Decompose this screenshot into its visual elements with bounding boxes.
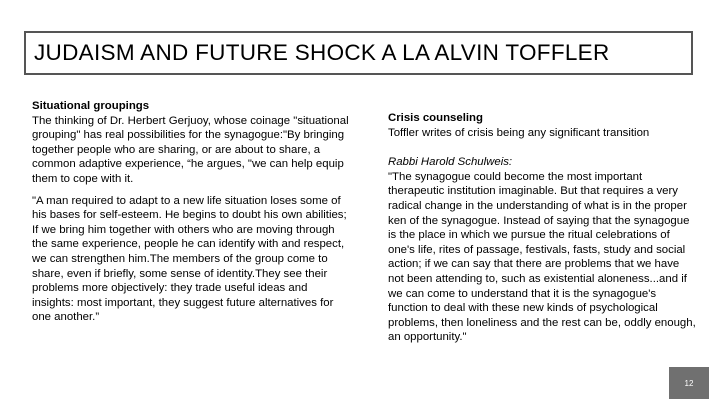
right-column <box>388 111 698 345</box>
right-heading: Crisis counseling <box>388 112 483 124</box>
left-paragraph-1: The thinking of Dr. Herbert Gerjuoy, whose coinage "situational grouping" has real possibilities for the synagogue:"By bringing together people who are sharing, or are about to share, a common adaptive experience, “he argues, "we can help equip them to cope with it. <box>32 114 349 185</box>
slide-title: JUDAISM AND FUTURE SHOCK A LA ALVIN TOFFLER <box>34 40 610 65</box>
right-quote: "The synagogue could become the most important therapeutic institution imaginable. But that requires a very radical change in the understanding of what is in the proper ken of the synagogue. Instead of saying that the synagogue is the place in which we pursue the ritual celebrations of one's life, rites of passage, festivals, fasts, study and social action; if we can say that there are problems that we have not been attending to, such as existential aloneness...and if we can come to understand that it is the synagogue's function to deal with these new kinds of psychological problems, then loneliness and the rest can be, oddly enough, an opportunity." <box>388 170 696 344</box>
page-number: 12 <box>669 367 709 399</box>
left-paragraph-2: "A man required to adapt to a new life situation loses some of his bases for self-esteem. He begins to doubt his own abilities; If we bring him together with others who are moving through the same experience, people he can identify with and respect, we can strengthen him.The members of the group come to share, even if briefly, some sense of identity.They see their problems more objectively: they trade useful ideas and insights: most important, they suggest future alternatives for one another.” <box>32 194 347 324</box>
left-heading: Situational groupings <box>32 100 150 112</box>
right-line-1: Toffler writes of crisis being any significant transition <box>388 126 650 139</box>
left-column <box>32 99 352 325</box>
title-box <box>24 31 693 75</box>
quote-attribution: Rabbi Harold Schulweis: <box>388 156 513 169</box>
